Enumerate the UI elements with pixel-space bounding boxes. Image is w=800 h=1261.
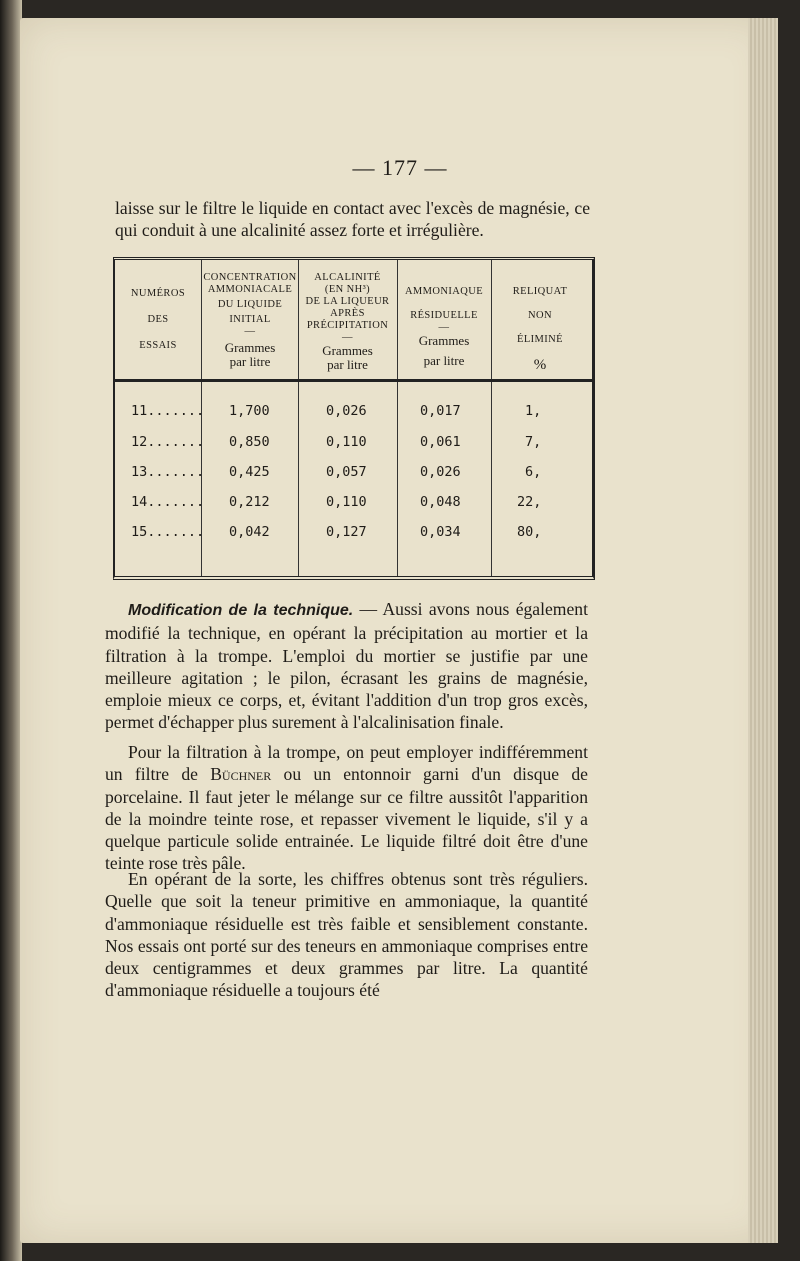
row-number: 12....... <box>131 434 205 450</box>
cell-ammoniaque: 0,048 <box>420 494 461 510</box>
cell-concentration: 0,212 <box>229 494 270 510</box>
cell-concentration: 0,042 <box>229 524 270 540</box>
cell-alcalinite: 0,127 <box>326 524 367 540</box>
cell-reliquat: 22, <box>517 494 542 510</box>
header-reliquat: RELIQUAT NON ÉLIMINÉ % <box>512 286 568 373</box>
author-name: Büchner <box>210 764 272 785</box>
cell-ammoniaque: 0,017 <box>420 403 461 419</box>
results-paragraph: En opérant de la sorte, les chiffres obtenus sont très réguliers. Quelle que soit la teneur primitive en ammoniaque, la quantité d'ammoniaque résiduelle est très faible et sensiblement constante. Nos essais ont porté sur des teneurs en ammoniaque comprises entre deux centigrammes et deux grammes par litre. La quantité d'ammoniaque résiduelle a toujours été <box>105 869 588 1001</box>
header-concentration: CONCENTRATION AMMONIACALE DU LIQUIDE INITIAL — Grammes par litre <box>203 272 297 369</box>
cell-ammoniaque: 0,034 <box>420 524 461 540</box>
section-title: Modification de la technique. <box>128 602 354 619</box>
cell-ammoniaque: 0,061 <box>420 434 461 450</box>
cell-reliquat: 7, <box>525 434 542 450</box>
cell-reliquat: 80, <box>517 524 542 540</box>
cell-concentration: 0,850 <box>229 434 270 450</box>
header-ammoniaque: AMMONIAQUE RÉSIDUELLE — Grammes par litre <box>404 286 484 368</box>
cell-concentration: 0,425 <box>229 464 270 480</box>
cell-alcalinite: 0,110 <box>326 434 367 450</box>
book-gutter <box>0 0 22 1261</box>
page-number: — 177 — <box>352 155 448 180</box>
header-rule <box>115 379 592 382</box>
cell-concentration: 1,700 <box>229 403 270 419</box>
cell-ammoniaque: 0,026 <box>420 464 461 480</box>
row-number: 11....... <box>131 403 205 419</box>
row-number: 14....... <box>131 494 205 510</box>
header-alcalinite: ALCALINITÉ (EN NH³) DE LA LIQUEUR APRÈS PRÉCIPITATION — Grammes par litre <box>305 272 390 372</box>
cell-alcalinite: 0,057 <box>326 464 367 480</box>
data-table <box>113 257 595 580</box>
cell-reliquat: 1, <box>525 403 542 419</box>
cell-alcalinite: 0,110 <box>326 494 367 510</box>
cell-reliquat: 6, <box>525 464 542 480</box>
technique-text: — Aussi avons nous également modifié la technique, en opérant la précipitation au mortier et la filtration à la trompe. L'emploi du mortier se justifie par une meilleure agitation ; le pilon, écrasant les grains de magnésie, emploie mieux ce corps, et, évitant l'addition d'un trop gros excès, permet d'échapper plus surement à l'alcalinisation finale. <box>105 599 588 733</box>
page-edges <box>748 18 778 1243</box>
header-numeros: NUMÉROS DES ESSAIS <box>130 288 186 351</box>
row-number: 13....... <box>131 464 205 480</box>
filtration-paragraph <box>105 741 588 875</box>
cell-alcalinite: 0,026 <box>326 403 367 419</box>
row-number: 15....... <box>131 524 205 540</box>
intro-paragraph: laisse sur le filtre le liquide en contact avec l'excès de magnésie, ce qui conduit à une alcalinité assez forte et irrégulière. <box>115 198 590 241</box>
filtration-text-b: ou un entonnoir garni d'un disque de porcelaine. Il faut jeter le mélange sur ce filtre aussitôt l'apparition de la moindre teinte rose, et repasser vivement le liquide, s'il y a quelque particule solide entrainée. Le liquide filtré doit être d'une teinte rose très pâle. <box>105 764 588 874</box>
technique-paragraph <box>105 598 588 734</box>
filtration-text-a: Pour la filtration à la trompe, on peut employer indifféremment un filtre de <box>105 742 588 785</box>
